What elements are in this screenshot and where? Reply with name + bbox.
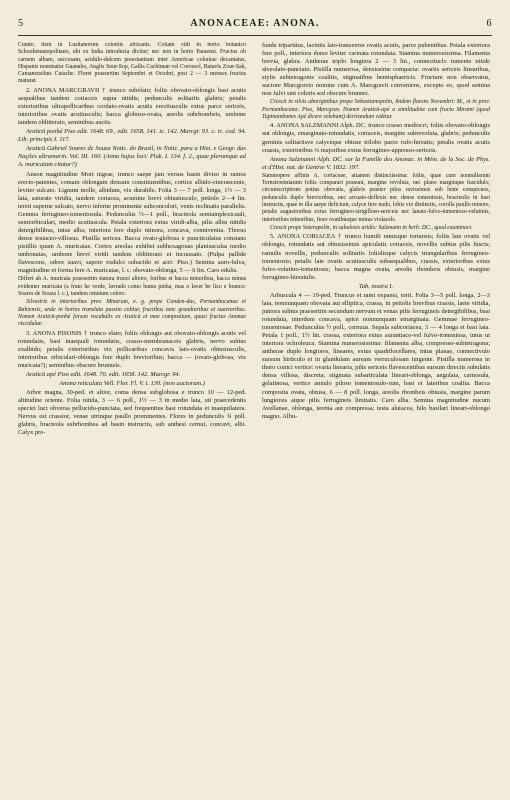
- paragraph: 5. ANONA CORIACEA † trunco humili ramisque tortuosis; foliis late ovatis vel oblongis, rotundatis aut obtusissimis apiculatis coriaceis, novellis subtus pilis fuscis; ramulis novellis, pedunculis solitariis foliolisque calycis triangularibus ferrugineo-tomentosis; petalis late ovatis acutiusculis subaequalibus, crassis, exterioribus extus fulvo-velutino-tomentosis; bacca magna ovata, areolis rhombeis obtusis, margine ferrugineo-hirsutulis.: [262, 233, 490, 281]
- paragraph: 2. ANONA MARCGRAVII † trunco subelato; foliis obovato-oblongis basi acutis aequalibus tandem coriaceis supra nitidis; pedunculis solitariis glabris; petalis exterioribus ultrapollicaribus cordato-ovatis acutis erectiusculis extus parce sericeis, interioribus ovatis acutiusculis; bacca globoso-ovata, areolis subrhombeis, umbone tandem oblitterato, seminibus auctis.: [18, 86, 246, 127]
- paragraph: Araticü ponhé Piso edit. 1648. 69., edit. 1658. 141. ic. 142. Marcgr. 93. c. ic. cod. 94. Lib. principis I. 117.: [18, 128, 246, 144]
- paragraph: Anona reticulata Vell. Flor. Fl. V. t. 130. (non auctorum.): [59, 380, 205, 388]
- paragraph: Araticü apé Piso edit. 1648. 70. edit. 1658. 142. Marcgr. 94.: [26, 370, 181, 378]
- paragraph: Summopere affinis A. coriaceae, attamen distinctissima: foliis, quae cum nonnullarum Ternstroemiarum foliis comparari possunt, margine revoluta, nec plano marginque fuscidulo, circumscriptione potius obovatis, glabris praeter pilos ravissimos sub lente conspicuos, pedunculis duplo brevioribus, nec arcuato-deflexis nec dense tomentosis, bracteolis in basi instructis, quae in illa saepe deficiunt, calyce fere nudo, lobis vix distinctis, corolla paullo minore, petalis augustioribus extus ferrugineo-strigilloso-sericeis nec lanato-fulvo-tomentoso-velutinis, interioribus minoribus, fiore ovatibusque minus violacels.: [262, 172, 490, 223]
- right-column: [262, 42, 490, 786]
- paragraph: Tab. nostra I.: [358, 282, 394, 290]
- paragraph: Silvestris in interioribus prov. Minarum, e. g. prope Conden-das, Pernambucanae et Bahiensis, unde in hortos translata passim colitur, fructibus tunc grandioribus et suavioribus. Nomen Araticü-ponhé forsan vocabulis ex Araticü et mae compositum, quasi fructus Anonae viscidulae.: [18, 299, 246, 328]
- paragraph: Anona Salzmanni Alph. DC. sur la Famille des Anonac. in Mém. de la Soc. de Phys. et d'Hist. nat. de Genève V. 1832. 197.: [262, 155, 490, 171]
- running-header: [18, 18, 492, 34]
- paragraph: 4. ANONA SALZMANNI Alph. DC. trunco crasso mediocri; foliis obovato-oblongis aut oblongis, emarginato-rotundatis, coriaceis, margine subrevoluta, glabris; pedunculis geminis solitariisve calyceque obtuse trilobo parce rufo-hirsutis; petalis ovatis acutis crassis, exterioribus ¼ majoribus extus ferrugineo-appresso-sericeis.: [262, 122, 490, 154]
- paragraph: Crescit in silvis aboriginibus prope Sebastianopolin, ibidem florens Novembri: M., et in prov. Pernambucana: Piso, Marcgrav. Nomen Araticü-apé a similitudine cum fructu Mirami (quod Tupinambanes Apé dicere solebant) derivandum videtur.: [262, 99, 490, 121]
- page-number-right: 6: [486, 18, 492, 29]
- paragraph: Anson magnitudine Mori nigrae, trunco saepe jam versus basin diviso in ramos erecto-patentes, comam oblongam densam constituentibus, cortice albido-cinerascente, leviter sulcato. Lignum molle, albidum, vix durabile. Folia 3 — 7 poll. longa, 1½ — 3 lata, saturate viridia, tandem coriacea, acumine brevi obtusiusculo, petiolo 2—4 lin. tereti superne sulcato, nervo inferne prominente subconcolori, venis reclinatis parallelis. Gemma ferrugineo-tomentosula. Pedunculus ½—1 poll., bracteola semiamplexicauli, semiorbiculari, medio acutiuscula. Petala exteriora extus viridi-alba, pilis albis nitidis detergibilibus, intus alba; interiora fere duplo minora, concava, conniventia. Thorus dense testaceo-villosus. Pistilla sericea. Bacca ovato-globosa e puncticulatus constans pistillis quam A. muricatae. Cortex areolas exhibet subhexagonas planiusculas medio umbonatas, umbone brevi viridi tandem oblitterato et incrassato. (Pulpa pallide flavescens, odore suavi, sapore exdulci subacido et acri: Piso.) Semina auro-fulva, magnitudine et forma fere A. muricatae, l. c. obovato-oblonga, 5 — 6 lin. Caro edulis.: [18, 170, 246, 275]
- paragraph: funde tripartitus, laciniis lato-transverse ovatis acutis, parce pubentibus. Petala exteriora fere poll., interiora dorso leviter carinata rotundata. Stamina numerosissima. Filamenta brevia, glabra. Antherae triplo longiera 2 — 3 lin., connectiuclo tumente nitide alveolato-punctato. Pistilla numerosa, densissime compacta: ovariis sericeis linearibus, stylis subtetragonis coalitis, stigmatibus hemisphaericis. Fructum non observatus, auctore Marcgravio nomine cum A. Marcgravii conveniens, excepto eo, quod semina non fulvi sint coloris sed obscure brunnei.: [262, 42, 490, 98]
- page-number-left: 5: [18, 18, 24, 29]
- paragraph: Differt ab A. muricata praesertim statura trunci altiore, foribus et bacca minoribus, bacca minus evidenter muricata (a fruto he verde, lavrado como huma pinha, mas o laver he lizo e branco: Soares de Souza l. c.), tandem omnium colore.: [18, 276, 246, 297]
- paragraph: Araticü Gabriel Soares de Souza Notic. do Brasil, in Notic. para a Hist. e Geogr. das Nações ultramarin. Vol. III. 160. (Anno hujus loci: Pluk. I. 134. f. 2., quae plerumque ad A. muricatam citatur?): [18, 145, 246, 169]
- header-rule: [18, 35, 492, 36]
- paragraph: Arbuscula 4 — 10-ped. Truncus et rami expansi, torti. Folia 3—5 poll. longa, 2—3 lata, nonnunquam obovata aut elliptica, crassa, in petiolis brevibus crassis, laete viridia, juniora subtus praesertim secundum nervum et venas pilis ferrugineis detergibilibus, basi rotundata, interdum concava, apice nonnunquam emarginata. Gemmae ferrugineo-tomentosae. Pedunculus ½ poll., cernuus. Sepala subcoriacea, 3 — 4 longa et basi lata. Petala 1 poll., 1½ lin. crassa, exteriora extus aurantiaco-vel fulvo-tomentosa, intus ut interiora ochroleuca. Stamina numerosissima: filamenta alba, compresso-subtetragona; antherae duplo longiores, lineares, extus quadrilocellares, intus planae, connectivulo sursum hirticulo et in glandulam auream verruculosam turgente. Pistilla numerosa in thoro conici vertice: ovaria linearia, pilis sericeis flavescentibus sursum directis subulatis densa villosa, discreta; stigmata subarticulata lineari-oblonga, angulata, carnosula, gelatinosa, vertice annulo piloso tomentosulo-rum, basi et lateribus coalita. Bacca composita ovata, obtusa, 6 — 8 poll. longa, areolis rhombeis obtusis, margine parum lungiorsis atque pilis ferrugineis limitatis. Caro alba. Semina magnitudine nucum Avellanae, oblonga, teretia aut compressa; testa alutacea, hilo basilari lineari-oblongo magno. Albu-: [262, 291, 490, 420]
- paragraph: Cunde; item in Lusitanorum coloniis africanis. Coltam vidi in horto botanico Schoolienanopolitano, ubi ex India introducta dicitur; nec non in horto Paraensi. Fructus ob carnem albam, succosam, acidulo-dulcem praestantiam inter Americae coloniae decantatus, Hispanis nominatur Guanabo, Anglis Sour-Sop, Gallis Cachiman vel Corossol, Batavis Zour-Sak, Camanensibus Cutache. Floret praesertim Septembri et Octobri, post 2 — 3 menses fructus maturat.: [18, 42, 246, 85]
- left-column: [18, 42, 246, 786]
- paragraph: Arbor magna, 30-ped. et altior, coma densa subglobosa e trunco 10 — 12-ped. altitudine oriente. Folia nitida, 3 — 6 poll., 1½ — 3 in medio lata, uti praecedentis speciei luci obversa pellucido-punctata, sed frequentius basi rotundata et inaequilatera. Nervus est crassior, venae utrinque paullo prominentes. Flores in pedunculis ¾ poll. glabris, bracteola subrhombea ad basin instructis, sub anthesi cernui, concavi, albi. Calyx pro-: [18, 389, 246, 437]
- paragraph: Crescit prope Soteropolin, in sabulosis aridis: Salzmann in herb. DC., quod examinavi.: [270, 225, 473, 232]
- running-title: ANONACEAE: ANONA.: [190, 18, 320, 29]
- paragraph: 3. ANONA PISONIS † trunco elato; foliis oblongis aut obovato-oblongis acutis vel rotundatis, basi inaequali rotundatis, crasso-membranaceis glabris, nervo subtus exalbido; petalis exterioribus vix pollicaribus concavis lato-ovatis obtusiusculis, interioribus orbiculari-oblongis fere duplo brevioribus; bacca — (ovato-globosa, vix muricata?); seminibus obscure brunneis.: [18, 329, 246, 369]
